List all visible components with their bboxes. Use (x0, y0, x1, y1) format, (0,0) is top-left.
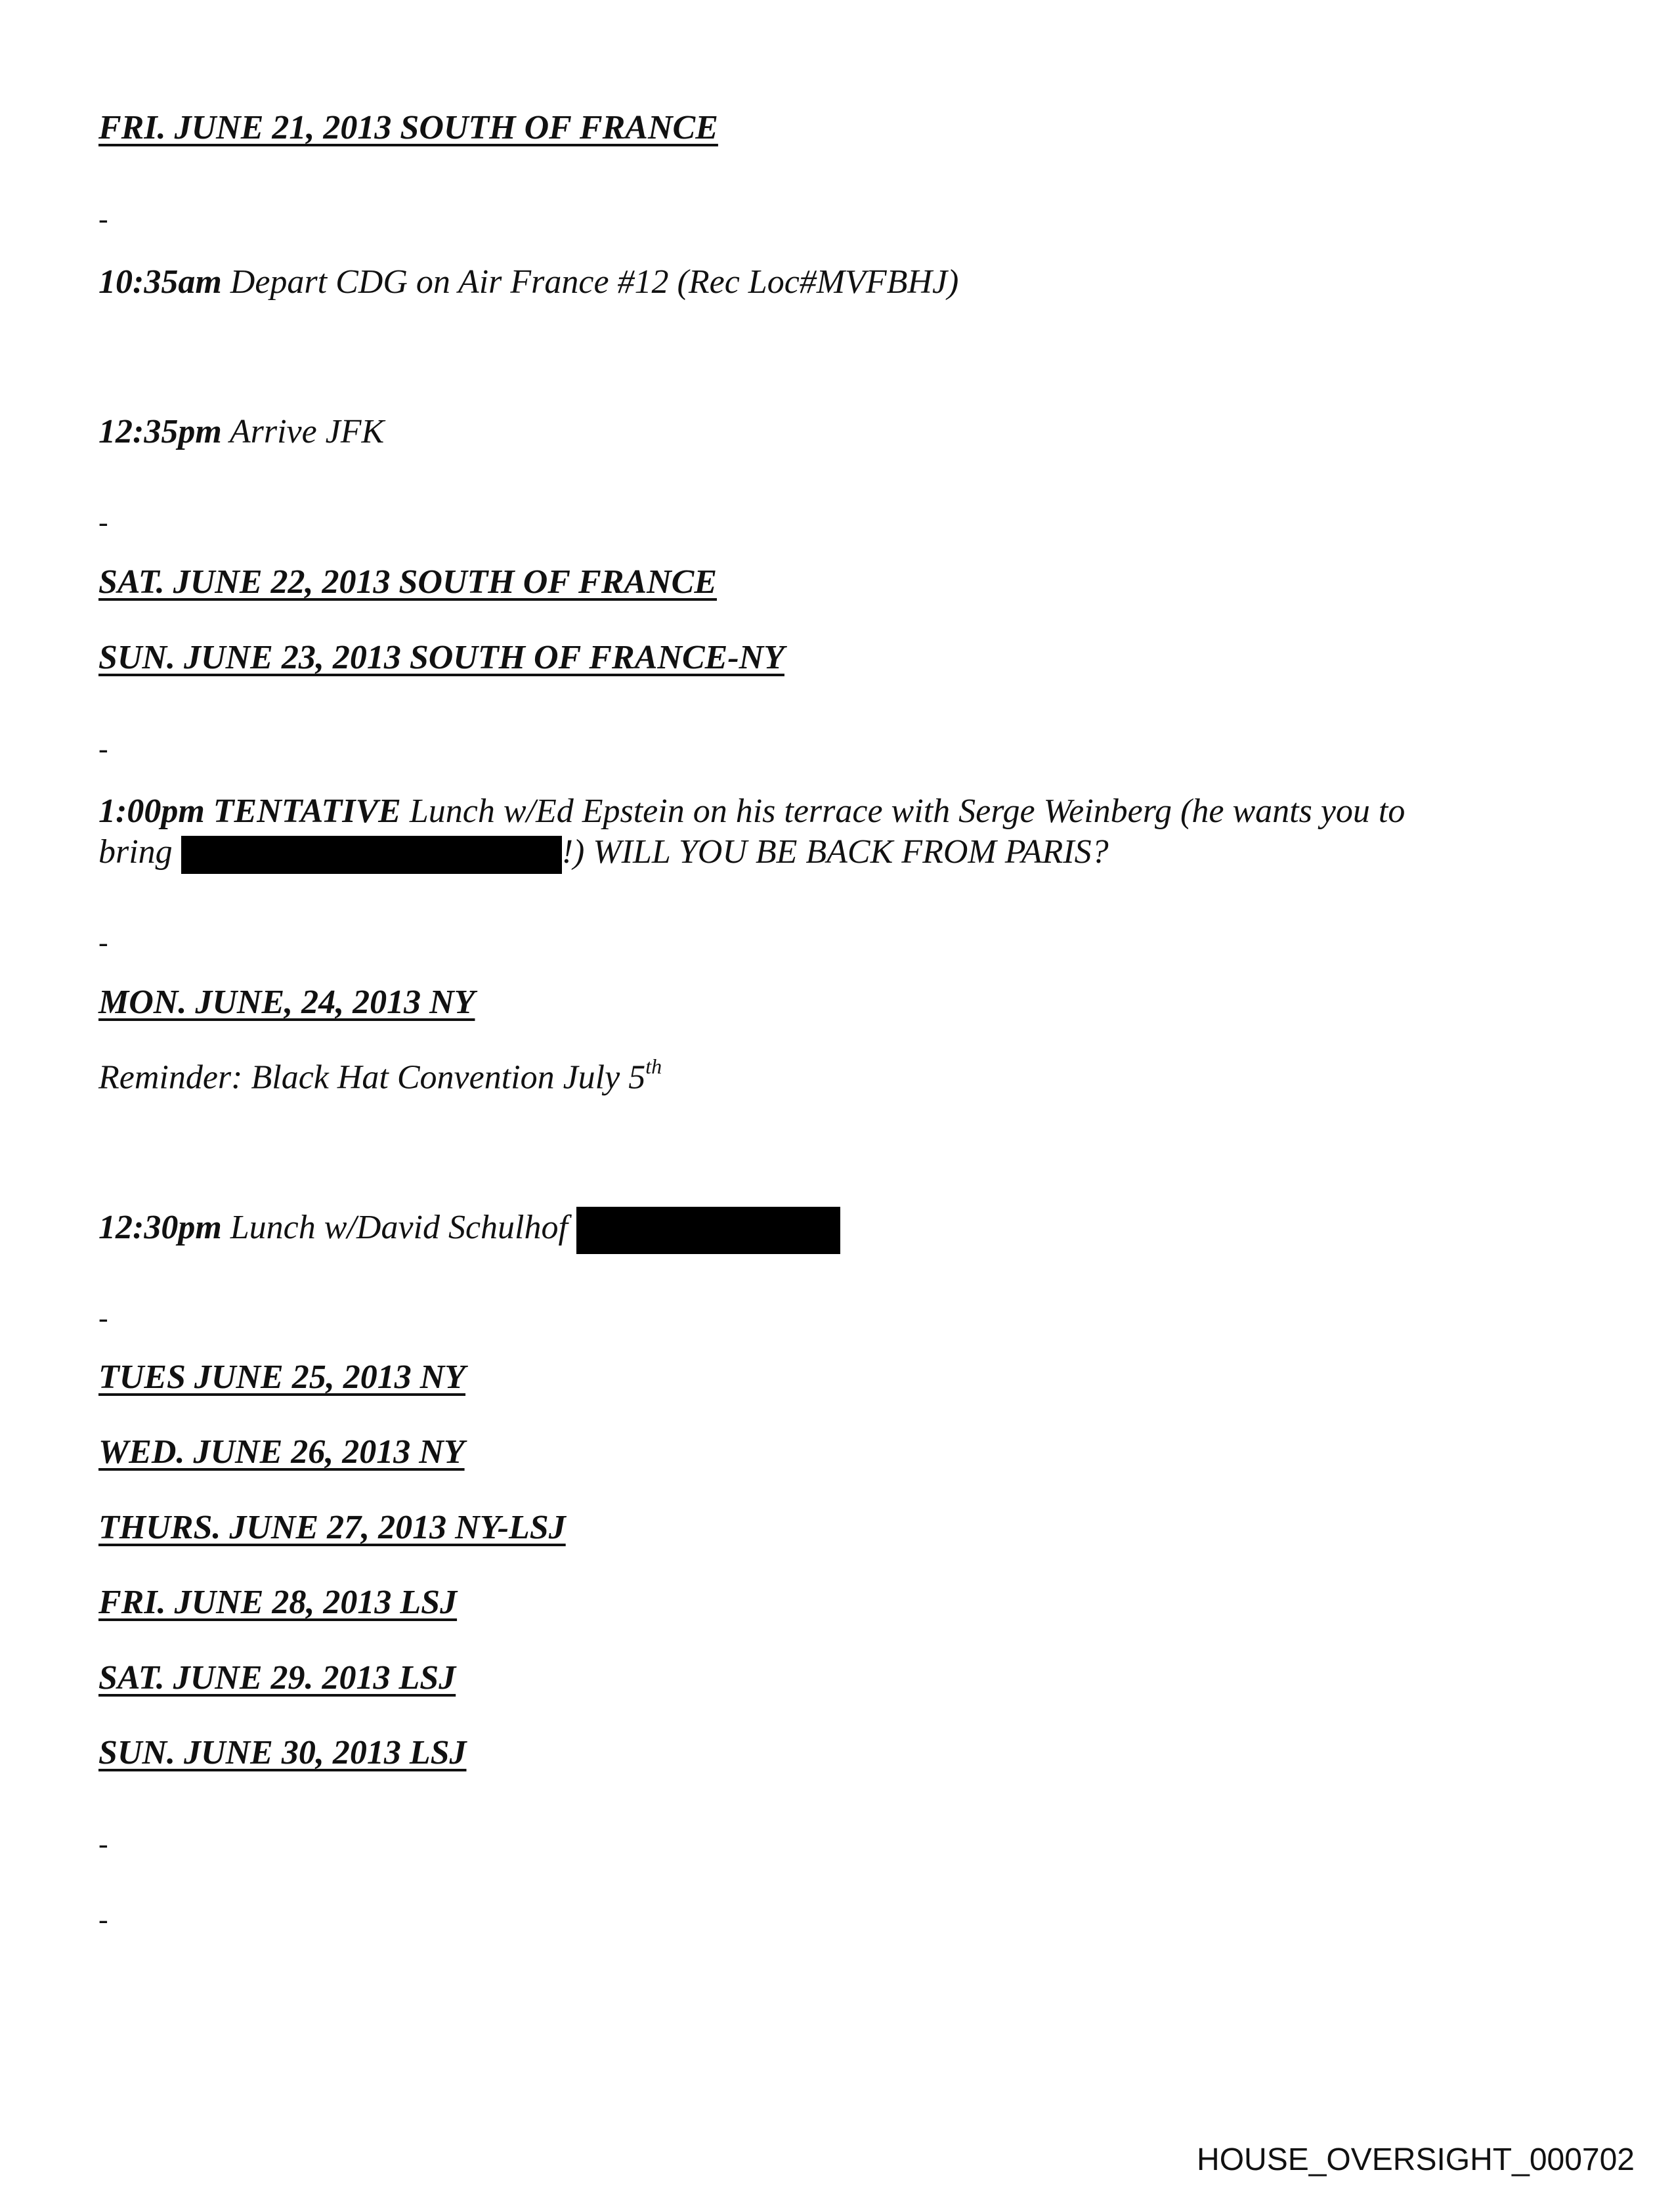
day-header-june-24: MON. JUNE, 24, 2013 NY (98, 984, 475, 1021)
event-description: !) WILL YOU BE BACK FROM PARIS? (561, 833, 1109, 871)
event-time: 12:30pm (98, 1208, 222, 1246)
redaction-box (181, 836, 562, 874)
event-lunch-schulhof (98, 1207, 840, 1254)
day-header-june-30: SUN. JUNE 30, 2013 LSJ (98, 1734, 467, 1771)
ordinal-suffix: th (645, 1054, 662, 1078)
reminder-note (98, 1054, 662, 1096)
day-header-june-22: SAT. JUNE 22, 2013 SOUTH OF FRANCE (98, 563, 718, 601)
separator-dash: - (98, 203, 108, 235)
event-arrive-jfk (98, 412, 384, 451)
event-description: Depart CDG on Air France #12 (Rec Loc#MVFBHJ) (221, 263, 959, 301)
bates-stamp: HOUSE_OVERSIGHT_000702 (1197, 2142, 1635, 2177)
day-header-june-23: SUN. JUNE 23, 2013 SOUTH OF FRANCE-NY (98, 639, 784, 676)
separator-dash: - (98, 1903, 108, 1936)
day-header-june-25: TUES JUNE 25, 2013 NY (98, 1358, 466, 1396)
event-lunch-epstein-line2 (98, 833, 1109, 874)
day-header-june-27: THURS. JUNE 27, 2013 NY-LSJ (98, 1509, 566, 1546)
event-time: 10:35am (98, 263, 222, 301)
separator-dash: - (98, 506, 108, 538)
day-header-june-21: FRI. JUNE 21, 2013 SOUTH OF FRANCE (98, 109, 718, 146)
event-description: Lunch w/Ed Epstein on his terrace with Serge Weinberg (he wants you to (400, 792, 1406, 830)
event-description: Lunch w/David Schulhof (221, 1208, 576, 1246)
separator-dash: - (98, 926, 108, 959)
separator-dash: - (98, 733, 108, 765)
day-header-june-26: WED. JUNE 26, 2013 NY (98, 1433, 465, 1471)
separator-dash: - (98, 1302, 108, 1334)
event-lunch-epstein-line1 (98, 792, 1405, 831)
day-header-june-29: SAT. JUNE 29. 2013 LSJ (98, 1659, 456, 1697)
event-time: 12:35pm (98, 413, 222, 450)
event-time: 1:00pm TENTATIVE (98, 792, 401, 830)
event-description: bring (98, 833, 181, 871)
redaction-box (576, 1207, 840, 1254)
reminder-text: Reminder: Black Hat Convention July 5 (98, 1058, 646, 1096)
day-header-june-28: FRI. JUNE 28, 2013 LSJ (98, 1584, 458, 1621)
event-description: Arrive JFK (221, 413, 385, 450)
event-depart-cdg (98, 263, 958, 301)
separator-dash: - (98, 1828, 108, 1860)
